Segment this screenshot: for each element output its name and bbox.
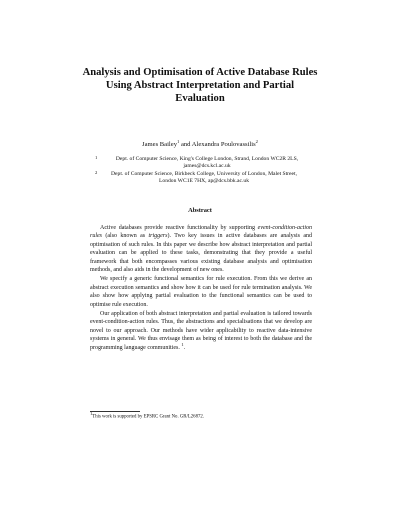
- abstract-text: ). Two key issues in active databases are analysis and optimisation of such rules. In this paper we describe how abstract interpretation and partial evaluation can be applied to these tasks, demonstrating that they provide a useful framework that both encompasses various existing database analysis and optimisation methods, and also aids in the development of new ones.: [90, 233, 312, 274]
- footnote: [90, 411, 310, 420]
- abstract-paragraph: We specify a generic functional semantics for rule execution. From this we derive an abstract execution semantics and show how it can be used for rule termination analysis. We also show how applying partial evaluation to the functional semantics can be used to optimise rule execution.: [90, 276, 312, 308]
- affiliation-email: London WC1E 7HX, ap@dcs.bbk.ac.uk: [158, 178, 250, 185]
- affiliation: [98, 171, 310, 185]
- author-name: Alexandra Poulovassilis: [191, 141, 256, 148]
- title-line-3: Evaluation: [175, 93, 225, 104]
- paper-title: [70, 66, 330, 105]
- abstract-text: (also known as: [102, 233, 149, 240]
- abstract-body: [90, 224, 312, 353]
- title-line-2: Using Abstract Interpretation and Partial: [105, 80, 295, 91]
- affiliation-mark: 1: [95, 155, 98, 160]
- title-line-1: Analysis and Optimisation of Active Database Rules: [82, 67, 318, 78]
- abstract-emphasis: event-condition-action rules: [90, 225, 312, 240]
- footnote-reference: 1: [181, 341, 184, 347]
- author-list: [0, 138, 400, 148]
- affiliation-mark: 2: [95, 170, 98, 175]
- affiliation-email: james@dcs.kcl.ac.uk: [183, 163, 231, 170]
- affiliation: [102, 156, 312, 170]
- author-affiliation-mark: 2: [255, 138, 258, 144]
- abstract-text: Our application of both abstract interpretation and partial evaluation is tailored towards event-condition-action rules. Thus, the abstractions and specialisations that we develop are novel to our approach. Our methods have wider applicability to reactive data-intensive systems in general. We thus envisage them as being of interest to both the database and the programming language communities.: [90, 311, 312, 351]
- affiliation-line: Dept. of Computer Science, King's College London, Strand, London WC2R 2LS,: [115, 156, 299, 162]
- author-connector: and: [179, 141, 192, 148]
- abstract-paragraph: [90, 224, 312, 274]
- abstract-paragraph: Our application of both abstract interpretation and partial evaluation is tailored towards event-condition-action rules. Thus, the abstractions and specialisations that we develop are novel to our approach. Our methods have wider applicability to reactive data-intensive systems in general. We thus envisage them as being of interest to both the database and the programming language communities. $^1$.: [90, 311, 312, 351]
- author-affiliation-mark: 1: [177, 138, 180, 144]
- footnote-text: This work is supported by EPSRC Grant No. GR/L26872.: [92, 414, 204, 420]
- affiliation-line: Dept. of Computer Science, Birkbeck College, University of London, Malet Street,: [111, 171, 297, 177]
- abstract-text: Active databases provide reactive functionality by supporting: [100, 225, 258, 231]
- author-name: James Bailey: [142, 141, 177, 148]
- footnote-divider: [90, 411, 140, 412]
- abstract-emphasis: triggers: [148, 233, 168, 240]
- footnote-mark: 1: [90, 411, 93, 416]
- abstract-heading: Abstract: [188, 207, 212, 214]
